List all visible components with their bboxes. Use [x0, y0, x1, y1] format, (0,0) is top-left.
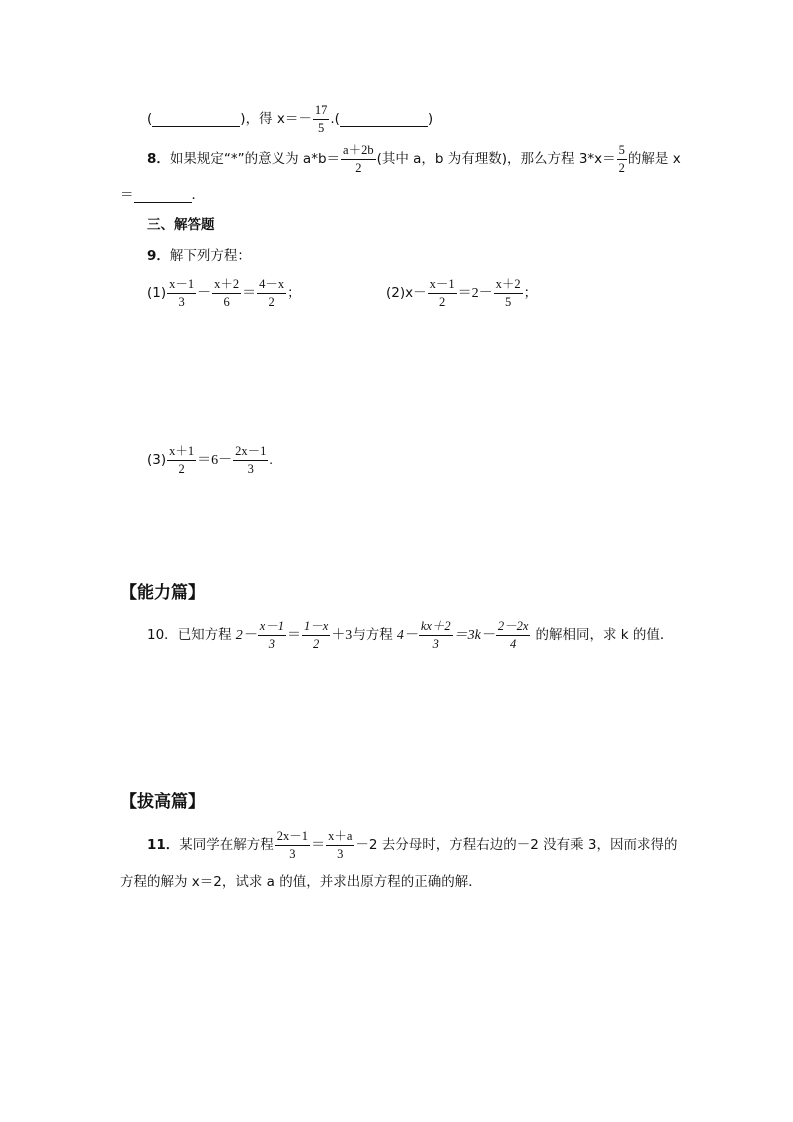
question-number: 9．	[147, 248, 170, 264]
equation-middle: ＝6－	[197, 452, 233, 468]
section-heading-ability: 【能力篇】	[120, 583, 205, 603]
question-text: 已知方程	[177, 626, 232, 643]
question-text: －2 去分母时，方程右边的－2 没有乘 3，因而求得的	[355, 836, 678, 853]
question-text: (其中 a，b 为有理数)，那么方程 3*x＝	[376, 150, 616, 167]
equals-sign: ＝	[242, 285, 257, 301]
fraction: $\frac{1-x}{2}$	[304, 619, 329, 652]
question-11-line2	[120, 876, 482, 890]
question-10	[147, 620, 673, 651]
question-8-line2	[120, 188, 205, 203]
question-text: 解下列方程：	[169, 248, 251, 264]
math-term: 4－	[396, 627, 418, 643]
fraction: $\frac{x-1}{3}$	[169, 277, 195, 310]
fraction: $\frac{5}{2}$	[618, 143, 625, 176]
fraction: $\frac{x+a}{3}$	[328, 829, 353, 862]
equation-label: (2)x－	[386, 284, 427, 301]
fraction: $\frac{kx+2}{3}$	[420, 619, 451, 652]
fraction: $\frac{x+2}{6}$	[214, 277, 240, 310]
semicolon: ；	[523, 284, 538, 301]
fraction: $\frac{2-2x}{4}$	[497, 619, 529, 652]
section-title: 三、解答题	[147, 217, 215, 233]
question-number: 8．	[147, 150, 170, 167]
equation-middle: ＝2－	[457, 285, 493, 301]
answer-blank[interactable]	[340, 112, 428, 127]
fraction: $\frac{x-1}{2}$	[429, 277, 455, 310]
question-text: 与方程	[352, 626, 393, 643]
section-heading-advanced: 【拔高篇】	[120, 792, 205, 812]
paren-close: )	[427, 110, 434, 127]
fraction: $\frac{2x-1}{3}$	[276, 829, 309, 862]
paren-open: (	[147, 110, 153, 127]
equals-sign: ＝	[287, 627, 301, 643]
question-11	[147, 830, 678, 861]
operator: －	[197, 285, 212, 301]
fraction: $\frac{x-1}{3}$	[259, 619, 284, 652]
equals-sign: ＝	[311, 837, 326, 853]
fraction: $\frac{17}{5}$	[314, 103, 328, 136]
question-text: 方程的解为 x＝2，试求 a 的值，并求出原方程的正确的解．	[120, 874, 482, 890]
question-text: 如果规定“*”的意义为 a*b＝	[169, 150, 341, 167]
semicolon: ；	[287, 284, 301, 301]
equation-1	[147, 278, 301, 309]
period: .	[269, 452, 273, 468]
math-term: 2－	[235, 627, 257, 643]
fraction: $\frac{x+1}{2}$	[169, 444, 195, 477]
equation-2	[386, 278, 537, 309]
equation-3	[147, 445, 273, 476]
fraction: $\frac{a+2b}{2}$	[343, 143, 374, 176]
q7-answer-line	[147, 104, 433, 135]
question-8	[147, 144, 681, 175]
paren-open: (	[334, 110, 340, 127]
fraction: $\frac{2x-1}{3}$	[235, 444, 267, 477]
paren-close: )	[240, 110, 246, 127]
equation-label: (1)	[147, 284, 167, 301]
question-number: 11．	[147, 836, 180, 853]
fraction: $\frac{x+2}{5}$	[495, 277, 521, 310]
question-text: 的解是 x	[627, 150, 681, 167]
equals-sign: ＝	[120, 186, 134, 203]
fraction: $\frac{4-x}{2}$	[259, 277, 285, 310]
question-number: 10．	[147, 626, 178, 643]
equation-label: (3)	[147, 451, 167, 468]
math-term: ＋3	[331, 627, 353, 643]
question-text: 某同学在解方程	[179, 836, 274, 853]
question-9	[147, 250, 251, 264]
answer-blank[interactable]	[152, 112, 240, 127]
math-term: ＝3k－	[453, 627, 495, 643]
period: ．	[191, 186, 205, 203]
answer-blank[interactable]	[134, 188, 192, 203]
question-text: 的解相同，求 k 的值．	[535, 626, 674, 643]
result-text: ，得 x＝－	[245, 110, 312, 127]
period: .	[330, 110, 335, 127]
